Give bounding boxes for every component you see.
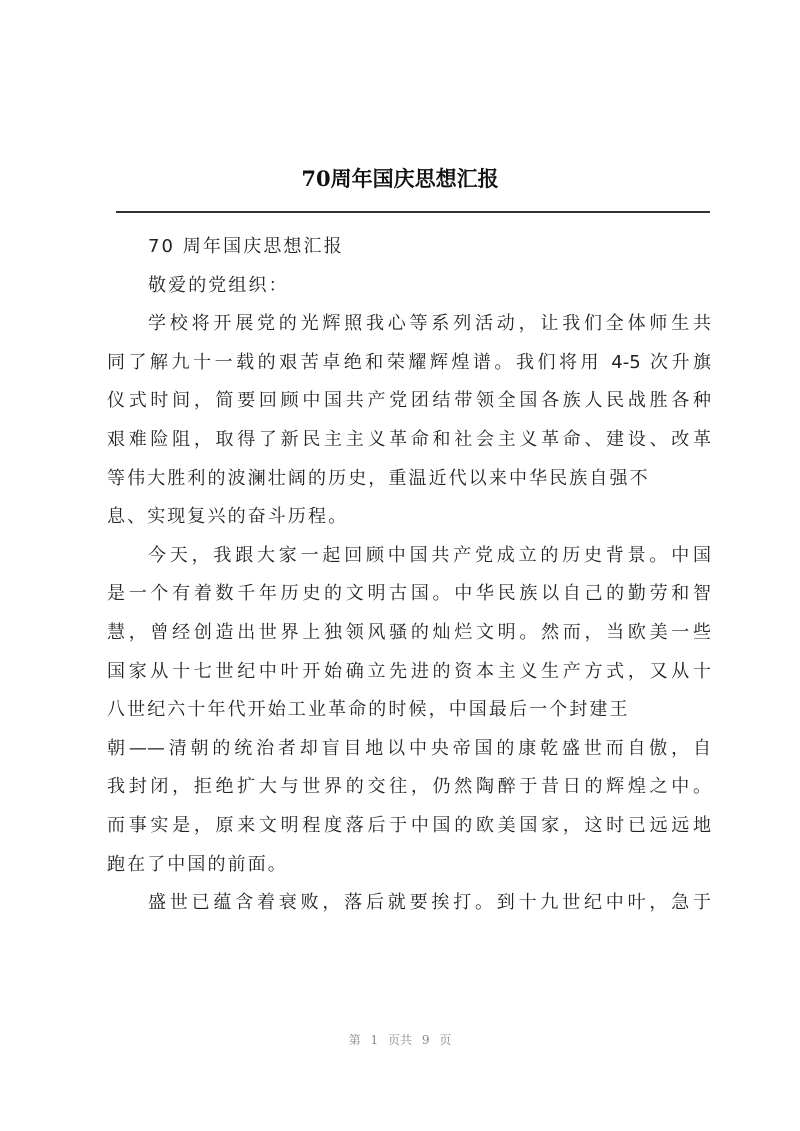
body-line: 今天，我跟大家一起回顾中国共产党成立的历史背景。中国	[148, 544, 711, 566]
body-line: 同了解九十一载的艰苦卓绝和荣耀辉煌谱。我们将用 4-5 次升旗	[107, 351, 711, 373]
body-line: 盛世已蕴含着衰败，落后就要挨打。到十九世纪中叶，急于	[148, 892, 711, 914]
body-line: 艰难险阻，取得了新民主主义革命和社会主义革命、建设、改革	[107, 428, 711, 450]
title-divider	[116, 211, 710, 213]
body-line: 息、实现复兴的奋斗历程。	[107, 506, 349, 528]
document-title: 70周年国庆思想汇报	[301, 166, 499, 191]
body-line: 八世纪六十年代开始工业革命的时候，中国最后一个封建王	[107, 699, 630, 721]
body-line: 跑在了中国的前面。	[107, 853, 288, 875]
body-line: 70 周年国庆思想汇报	[148, 236, 344, 257]
page-number-footer: 第 1 页共 9 页	[348, 1033, 452, 1047]
body-line: 慧，曾经创造出世界上独领风骚的灿烂文明。然而，当欧美一些	[107, 621, 711, 643]
body-line: 朝——清朝的统治者却盲目地以中央帝国的康乾盛世而自傲，自	[107, 737, 711, 759]
body-line: 我封闭，拒绝扩大与世界的交往，仍然陶醉于昔日的辉煌之中。	[107, 776, 711, 798]
body-line: 是一个有着数千年历史的文明古国。中华民族以自己的勤劳和智	[107, 583, 711, 605]
body-line: 敬爱的党组织：	[148, 274, 289, 296]
body-line: 学校将开展党的光辉照我心等系列活动，让我们全体师生共	[148, 313, 711, 335]
document-body	[107, 228, 711, 923]
body-line: 而事实是，原来文明程度落后于中国的欧美国家，这时已远远地	[107, 814, 711, 836]
body-line: 仪式时间，简要回顾中国共产党团结带领全国各族人民战胜各种	[107, 390, 711, 412]
body-line: 国家从十七世纪中叶开始确立先进的资本主义生产方式，又从十	[107, 660, 711, 682]
body-line: 等伟大胜利的波澜壮阔的历史，重温近代以来中华民族自强不	[107, 467, 650, 489]
